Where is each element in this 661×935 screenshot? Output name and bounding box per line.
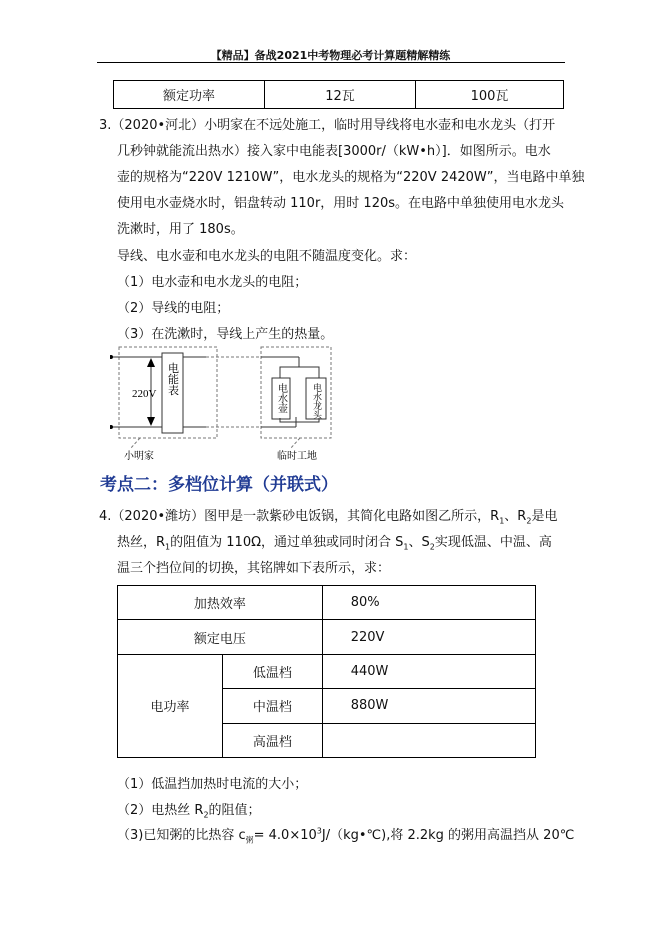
q3-line: （2）导线的电阻； [117,301,230,316]
subscript: 1 [165,542,171,552]
cell: 额定电压 [118,620,323,654]
page-header: 【精品】备战2021中考物理必考计算题精解精练 [210,49,451,62]
cell: 440W [322,654,535,688]
q3-line: 洗漱时，用了 180s。 [117,222,244,237]
cell: 低温档 [223,654,323,688]
text: 的阻值为 110Ω，通过单独或同时闭合 S [170,535,404,550]
nameplate-table [117,585,536,758]
cell: 中温档 [223,689,323,723]
q3-line: 壶的规格为“220V 1210W”，电水龙头的规格为“220V 2420W”，当电路中单独 [117,170,585,185]
section-title: 考点二：多档位计算（并联式） [100,475,338,495]
voltage-label: 220V [132,388,157,400]
cell: 100瓦 [416,81,564,109]
q4-question-2 [117,799,261,820]
site-label: 临时工地 [277,451,317,462]
cell: 880W [322,689,535,723]
cell [322,723,535,757]
subscript: 1 [499,516,505,526]
q3-line: （3）在洗漱时，导线上产生的热量。 [117,327,334,342]
q3-line: 导线、电水壶和电水龙头的电阻不随温度变化。求： [117,249,417,264]
text: J/（kg•℃),将 2.2kg 的粥用高温挡从 20℃ [321,828,575,843]
q4-question-1: （1）低温挡加热时电流的大小； [117,777,308,792]
header-divider [97,62,565,63]
text: 是电 [531,509,558,524]
meter-label: 电能表 [166,362,180,396]
q3-line: 3.（2020•河北）小明家在不远处施工，临时用导线将电水壶和电水龙头（打开 [99,118,556,133]
text: = 4.0×10 [253,828,317,843]
text: 、S [408,535,430,550]
subscript: 2 [429,542,435,552]
subscript: 2 [203,810,209,820]
text: 实现低温、中温、高 [434,535,552,550]
text: （3)已知粥的比热容 c [117,828,246,843]
q3-line: 几秒钟就能流出热水）接入家中电能表[3000r/（kW•h）]．如图所示。电水 [117,144,551,159]
home-label: 小明家 [124,451,154,462]
circuit-diagram [110,345,340,465]
faucet-label: 电水龙头 [311,383,321,419]
cell: 12瓦 [265,81,416,109]
power-table [113,80,564,109]
cell: 高温档 [223,723,323,757]
superscript: 3 [316,826,322,836]
subscript: 粥 [245,835,254,845]
cell: 电功率 [118,654,223,757]
cell: 加热效率 [118,586,323,620]
q4-question-3 [117,824,574,846]
q3-line: （1）电水壶和电水龙头的电阻； [117,275,308,290]
cell: 80% [322,586,535,620]
text: 4.（2020•潍坊）图甲是一款紫砂电饭锅，其简化电路如图乙所示，R [99,509,500,524]
q3-line: 使用电水壶烧水时，铝盘转动 110r，用时 120s。在电路中单独使用电水龙头 [117,196,565,211]
text: （2）电热丝 R [117,803,204,818]
cell: 额定功率 [114,81,265,109]
text: 热丝，R [117,535,166,550]
text: 、R [504,509,527,524]
q4-line [117,531,552,552]
text: 的阻值； [208,803,261,818]
q4-line [99,505,557,526]
subscript: 2 [526,516,532,526]
subscript: 1 [403,542,409,552]
cell: 220V [322,620,535,654]
q4-line: 温三个挡位间的切换，其铭牌如下表所示，求： [117,561,391,576]
kettle-label: 电水壶 [275,383,287,413]
